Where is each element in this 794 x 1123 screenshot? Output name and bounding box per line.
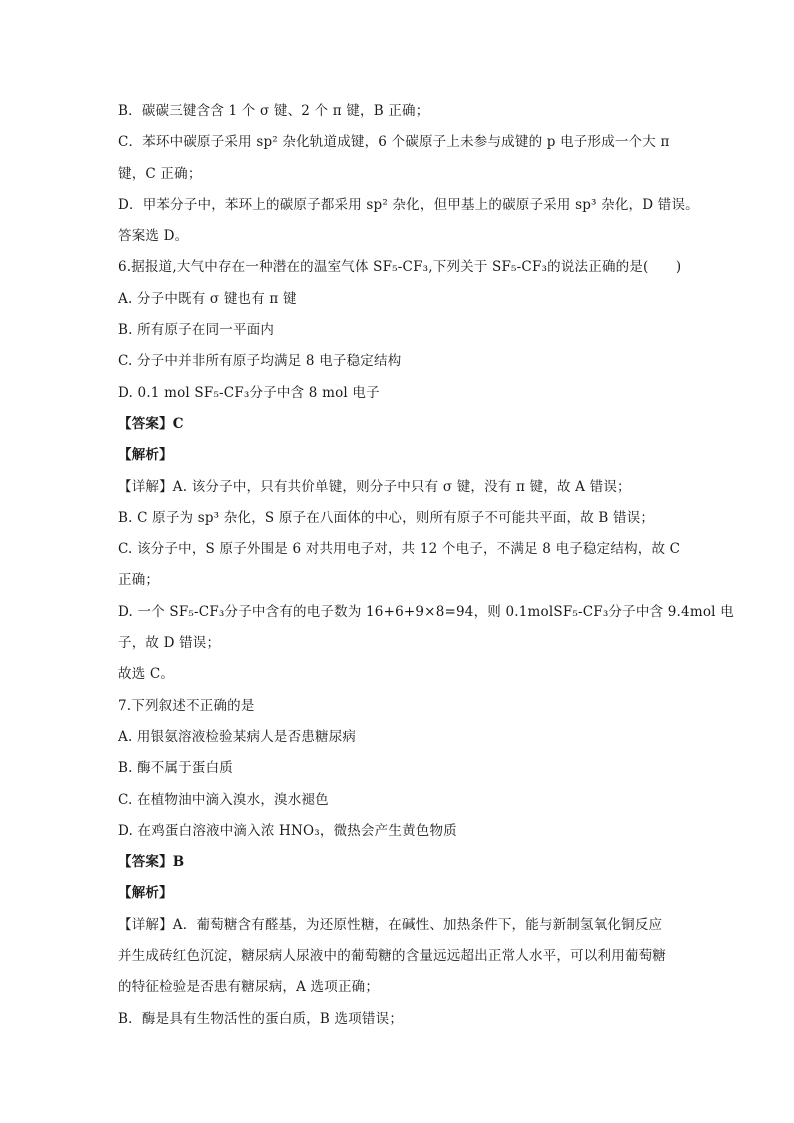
question-6-option-a: A. 分子中既有 σ 键也有 π 键 [118, 290, 297, 307]
text-line: D. 一个 SF₅-CF₃分子中含有的电子数为 16+6+9×8=94，则 0.1molSF₅-CF₃分子中含 9.4mol 电 [118, 603, 734, 620]
question-7-option-d: D. 在鸡蛋白溶液中滴入浓 HNO₃，微热会产生黄色物质 [118, 822, 457, 839]
question-7-option-a: A. 用银氨溶液检验某病人是否患糖尿病 [118, 728, 357, 745]
text-line: 【详解】A. 该分子中，只有共价单键，则分子中只有 σ 键，没有 π 键，故 A 错误； [118, 478, 631, 495]
question-6-stem: 6.据报道,大气中存在一种潜在的温室气体 SF₅-CF₃,下列关于 SF₅-CF₃的说法正确的是( ) [118, 259, 682, 276]
text-line: 并生成砖红色沉淀，糖尿病人尿液中的葡萄糖的含量远远超出正常人水平，可以利用葡萄糖 [118, 948, 666, 965]
document-page [118, 96, 734, 1035]
text-line: 答案选 D。 [118, 228, 189, 245]
text-line: 的特征检验是否患有糖尿病，A 选项正确； [118, 979, 380, 996]
text-line: 正确； [118, 572, 160, 589]
text-line: B．碳碳三键含含 1 个 σ 键、2 个 π 键，B 正确； [118, 103, 430, 119]
text-line: 【详解】A．葡萄糖含有醛基，为还原性糖，在碱性、加热条件下，能与新制氢氧化铜反应 [118, 916, 663, 933]
text-line: B．酶是具有生物活性的蛋白质，B 选项错误； [118, 1010, 404, 1027]
question-6-option-d: D. 0.1 mol SF₅-CF₃分子中含 8 mol 电子 [118, 384, 380, 401]
text-line: D．甲苯分子中，苯环上的碳原子都采用 sp² 杂化，但甲基上的碳原子采用 sp³ 杂化，D 错误。 [118, 196, 699, 213]
question-6-option-b: B. 所有原子在同一平面内 [118, 322, 275, 339]
text-line: 故选 C。 [118, 666, 175, 683]
question-7-option-c: C. 在植物油中滴入溴水，溴水褪色 [118, 791, 329, 808]
question-6-analysis-heading: 【解析】 [118, 447, 173, 464]
question-6-option-c: C. 分子中并非所有原子均满足 8 电子稳定结构 [118, 353, 402, 370]
text-line: 子，故 D 错误； [118, 635, 221, 652]
question-7-option-b: B. 酶不属于蛋白质 [118, 760, 234, 777]
text-line: B. C 原子为 sp³ 杂化，S 原子在八面体的中心，则所有原子不可能共平面，故 B 错误； [118, 509, 655, 526]
question-6-answer: 【答案】C [118, 415, 184, 432]
text-line: C．苯环中碳原子采用 sp² 杂化轨道成键，6 个碳原子上未参与成键的 p 电子形成一个大 π [118, 134, 670, 151]
question-7-answer: 【答案】B [118, 854, 185, 871]
text-line: C. 该分子中，S 原子外围是 6 对共用电子对，共 12 个电子，不满足 8 电子稳定结构，故 C [118, 541, 681, 558]
question-7-stem: 7.下列叙述不正确的是 [118, 697, 255, 714]
text-line: 键，C 正确； [118, 165, 202, 182]
question-7-analysis-heading: 【解析】 [118, 885, 173, 902]
